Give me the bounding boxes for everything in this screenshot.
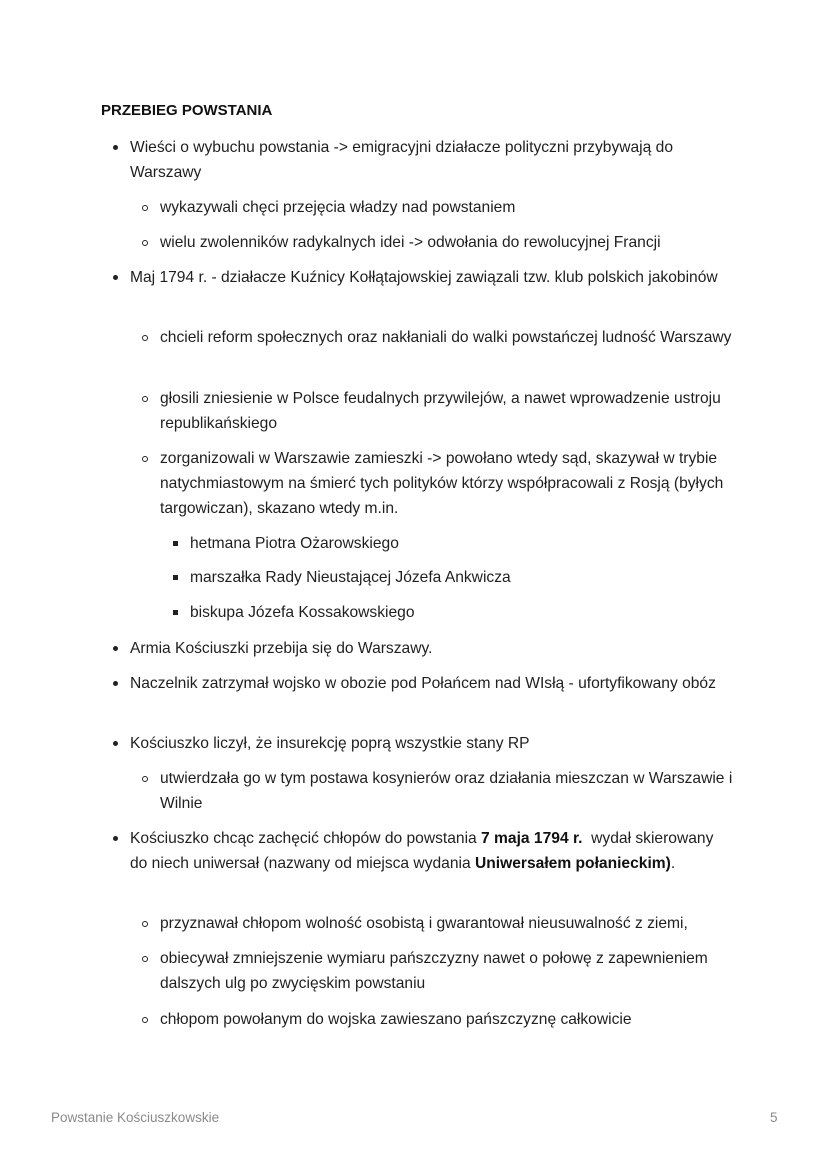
list-item: przyznawał chłopom wolność osobistą i gwarantował nieusuwalność z ziemi, [160, 911, 760, 936]
circle-bullet-icon [142, 396, 148, 402]
circle-bullet-icon [142, 335, 148, 341]
date-emphasis: 7 maja 1794 r. [481, 830, 583, 847]
list-item: wykazywali chęci przejęcia władzy nad powstaniem [160, 195, 740, 220]
footer-page-number: 5 [770, 1110, 778, 1125]
disc-bullet-icon [113, 145, 118, 150]
list-item: Wieści o wybuchu powstania -> emigracyjni działacze polityczni przybywają do Warszawy [130, 135, 730, 185]
circle-bullet-icon [142, 456, 148, 462]
list-item: marszałka Rady Nieustającej Józefa Ankwicza [190, 565, 730, 590]
circle-bullet-icon [142, 956, 148, 962]
list-item: obiecywał zmniejszenie wymiaru pańszczyzny nawet o połowę z zapewnieniem dalszych ulg po zwycięskim powstaniu [160, 946, 740, 996]
footer-document-title: Powstanie Kościuszkowskie [51, 1110, 220, 1125]
section-heading: PRZEBIEG POWSTANIA [101, 102, 273, 119]
circle-bullet-icon [142, 921, 148, 927]
list-item: utwierdzała go w tym postawa kosynierów oraz działania mieszczan w Warszawie i Wilnie [160, 766, 740, 816]
disc-bullet-icon [113, 275, 118, 280]
document-name-emphasis: Uniwersałem połanieckim) [474, 855, 671, 872]
disc-bullet-icon [113, 646, 118, 651]
circle-bullet-icon [142, 240, 148, 246]
square-bullet-icon [173, 575, 178, 580]
list-item: chłopom powołanym do wojska zawieszano pańszczyznę całkowicie [160, 1007, 740, 1032]
list-item: głosili zniesienie w Polsce feudalnych przywilejów, a nawet wprowadzenie ustroju republikańskiego [160, 386, 740, 436]
square-bullet-icon [173, 610, 178, 615]
list-item: zorganizowali w Warszawie zamieszki -> powołano wtedy sąd, skazywał w trybie natychmiastowym na śmierć tych polityków którzy współpracowali z Rosją (byłych targowiczan), skazano wtedy m.in. [160, 446, 740, 521]
circle-bullet-icon [142, 205, 148, 211]
list-item: chcieli reform społecznych oraz nakłaniali do walki powstańczej ludność Warszawy [160, 325, 740, 350]
list-item: Armia Kościuszki przebija się do Warszawy. [130, 636, 730, 661]
list-item: biskupa Józefa Kossakowskiego [190, 600, 730, 625]
list-item: hetmana Piotra Ożarowskiego [190, 531, 730, 556]
square-bullet-icon [173, 541, 178, 546]
list-item: Naczelnik zatrzymał wojsko w obozie pod Połańcem nad WIsłą - ufortyfikowany obóz [130, 671, 730, 696]
circle-bullet-icon [142, 1017, 148, 1023]
list-item: Maj 1794 r. - działacze Kuźnicy Kołłątajowskiej zawiązali tzw. klub polskich jakobinów [130, 265, 730, 290]
disc-bullet-icon [113, 681, 118, 686]
list-item: Kościuszko chcąc zachęcić chłopów do powstania 7 maja 1794 r. wydał skierowany do niech uniwersał (nazwany od miejsca wydania Uniwersałem połanieckim). [130, 826, 730, 876]
list-item: wielu zwolenników radykalnych idei -> odwołania do rewolucyjnej Francji [160, 230, 740, 255]
list-item: Kościuszko liczył, że insurekcję poprą wszystkie stany RP [130, 731, 730, 756]
disc-bullet-icon [113, 836, 118, 841]
circle-bullet-icon [142, 776, 148, 782]
disc-bullet-icon [113, 741, 118, 746]
